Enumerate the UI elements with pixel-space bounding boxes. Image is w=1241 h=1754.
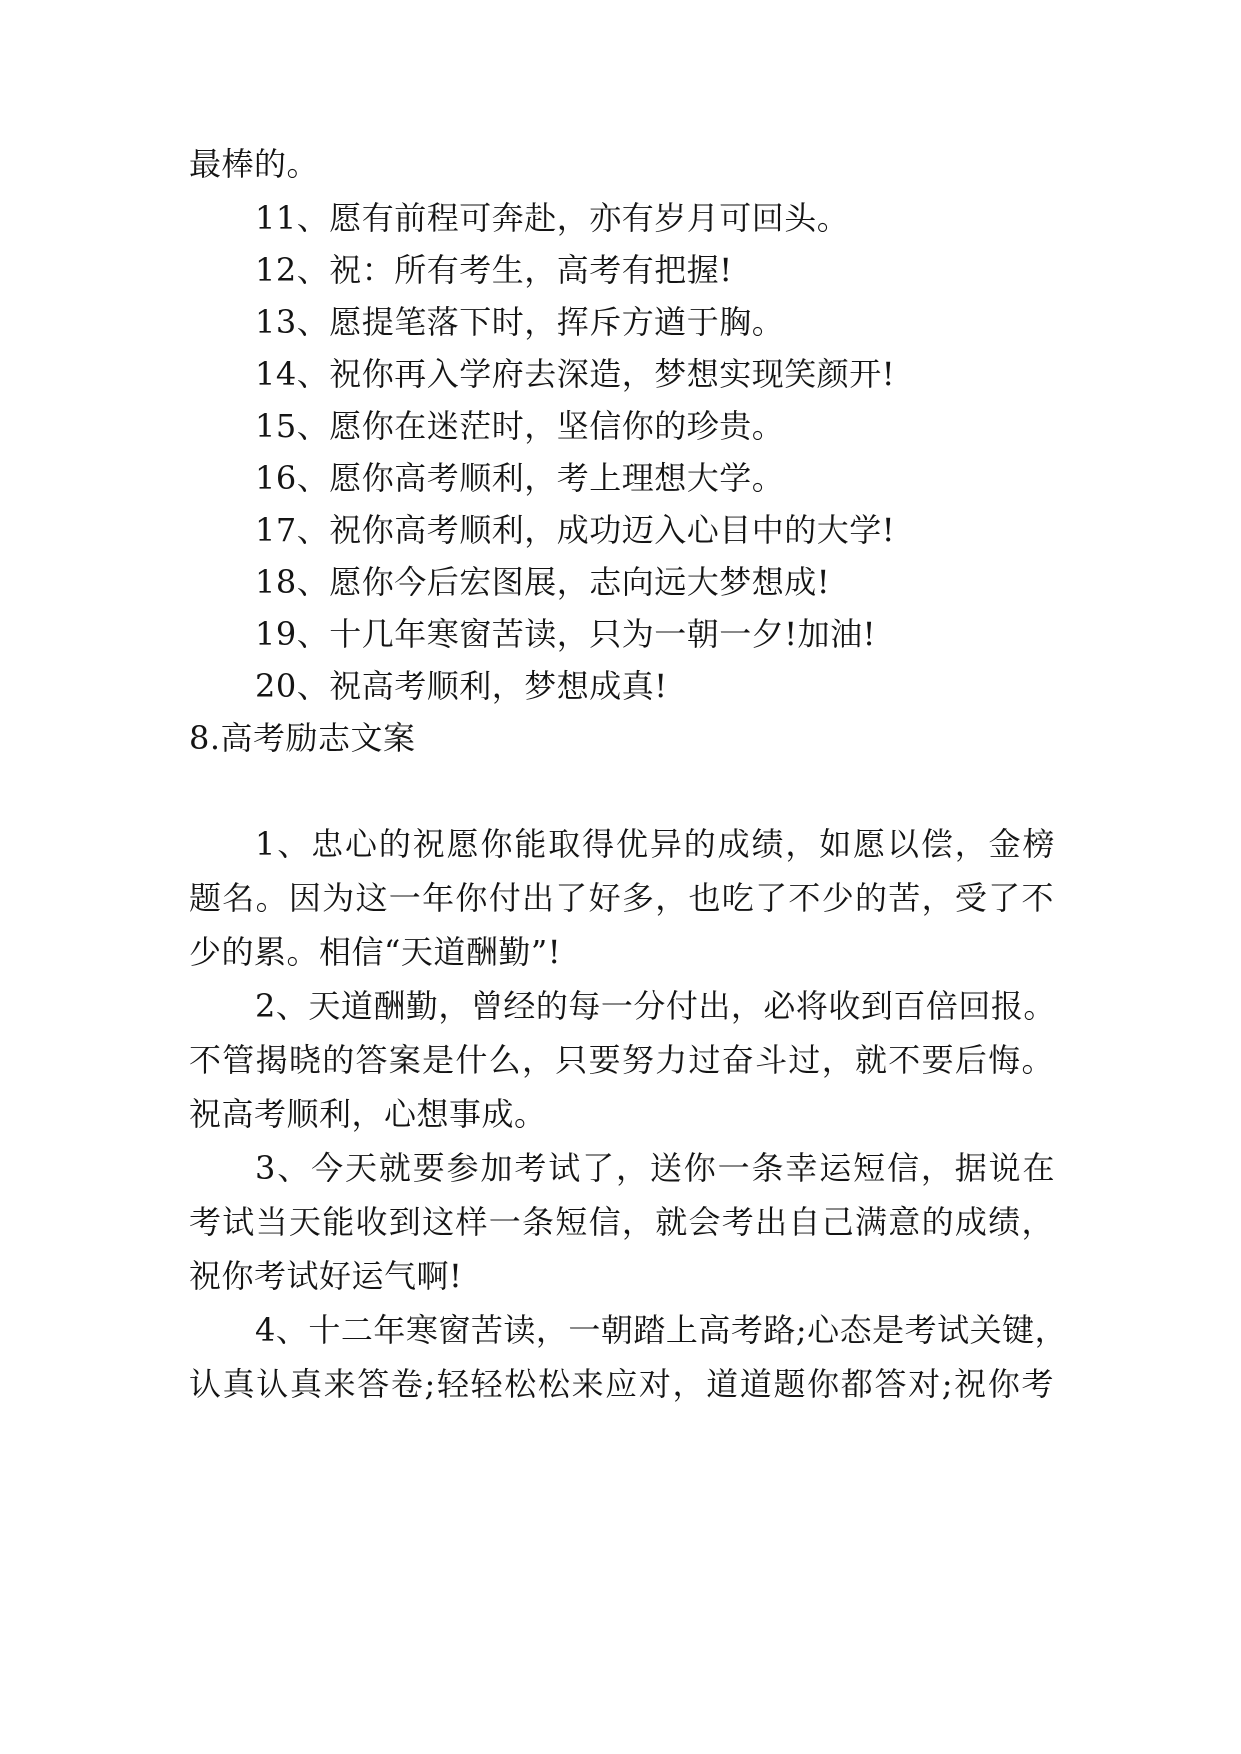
paragraph-line: 不管揭晓的答案是什么，只要努力过奋斗过，就不要后悔。: [189, 1041, 1054, 1079]
paragraph-line: 考试当天能收到这样一条短信，就会考出自己满意的成绩，: [189, 1203, 1054, 1241]
paragraph-line: 2、天道酬勤，曾经的每一分付出，必将收到百倍回报。: [255, 987, 1056, 1025]
wish-line: 20、祝高考顺利，梦想成真!: [255, 667, 668, 705]
paragraph-line: 认真认真来答卷;轻轻松松来应对，道道题你都答对;祝你考: [189, 1365, 1054, 1403]
wish-line: 17、祝你高考顺利，成功迈入心目中的大学!: [255, 511, 896, 549]
wish-line: 13、愿提笔落下时，挥斥方遒于胸。: [255, 303, 785, 341]
lead-line: 最棒的。: [189, 145, 320, 183]
wish-line: 19、十几年寒窗苦读，只为一朝一夕!加油!: [255, 615, 876, 653]
paragraph-line: 1、忠心的祝愿你能取得优异的成绩，如愿以偿，金榜: [255, 825, 1055, 863]
section-heading: 8.高考励志文案: [189, 719, 416, 757]
paragraph-line: 3、今天就要参加考试了，送你一条幸运短信，据说在: [255, 1149, 1055, 1187]
wish-line: 18、愿你今后宏图展，志向远大梦想成!: [255, 563, 831, 601]
wish-line: 15、愿你在迷茫时，坚信你的珍贵。: [255, 407, 785, 445]
paragraph-line: 祝高考顺利，心想事成。: [189, 1095, 547, 1133]
paragraph-line: 题名。因为这一年你付出了好多，也吃了不少的苦，受了不: [189, 879, 1054, 917]
paragraph-line: 4、十二年寒窗苦读，一朝踏上高考路;心态是考试关键，: [255, 1311, 1068, 1349]
paragraph-line: 少的累。相信“天道酬勤”!: [189, 933, 562, 971]
wish-line: 16、愿你高考顺利，考上理想大学。: [255, 459, 785, 497]
wish-line: 11、愿有前程可奔赴，亦有岁月可回头。: [255, 199, 850, 237]
wish-line: 14、祝你再入学府去深造，梦想实现笑颜开!: [255, 355, 896, 393]
wish-line: 12、祝：所有考生，高考有把握!: [255, 251, 733, 289]
paragraph-line: 祝你考试好运气啊!: [189, 1257, 463, 1295]
